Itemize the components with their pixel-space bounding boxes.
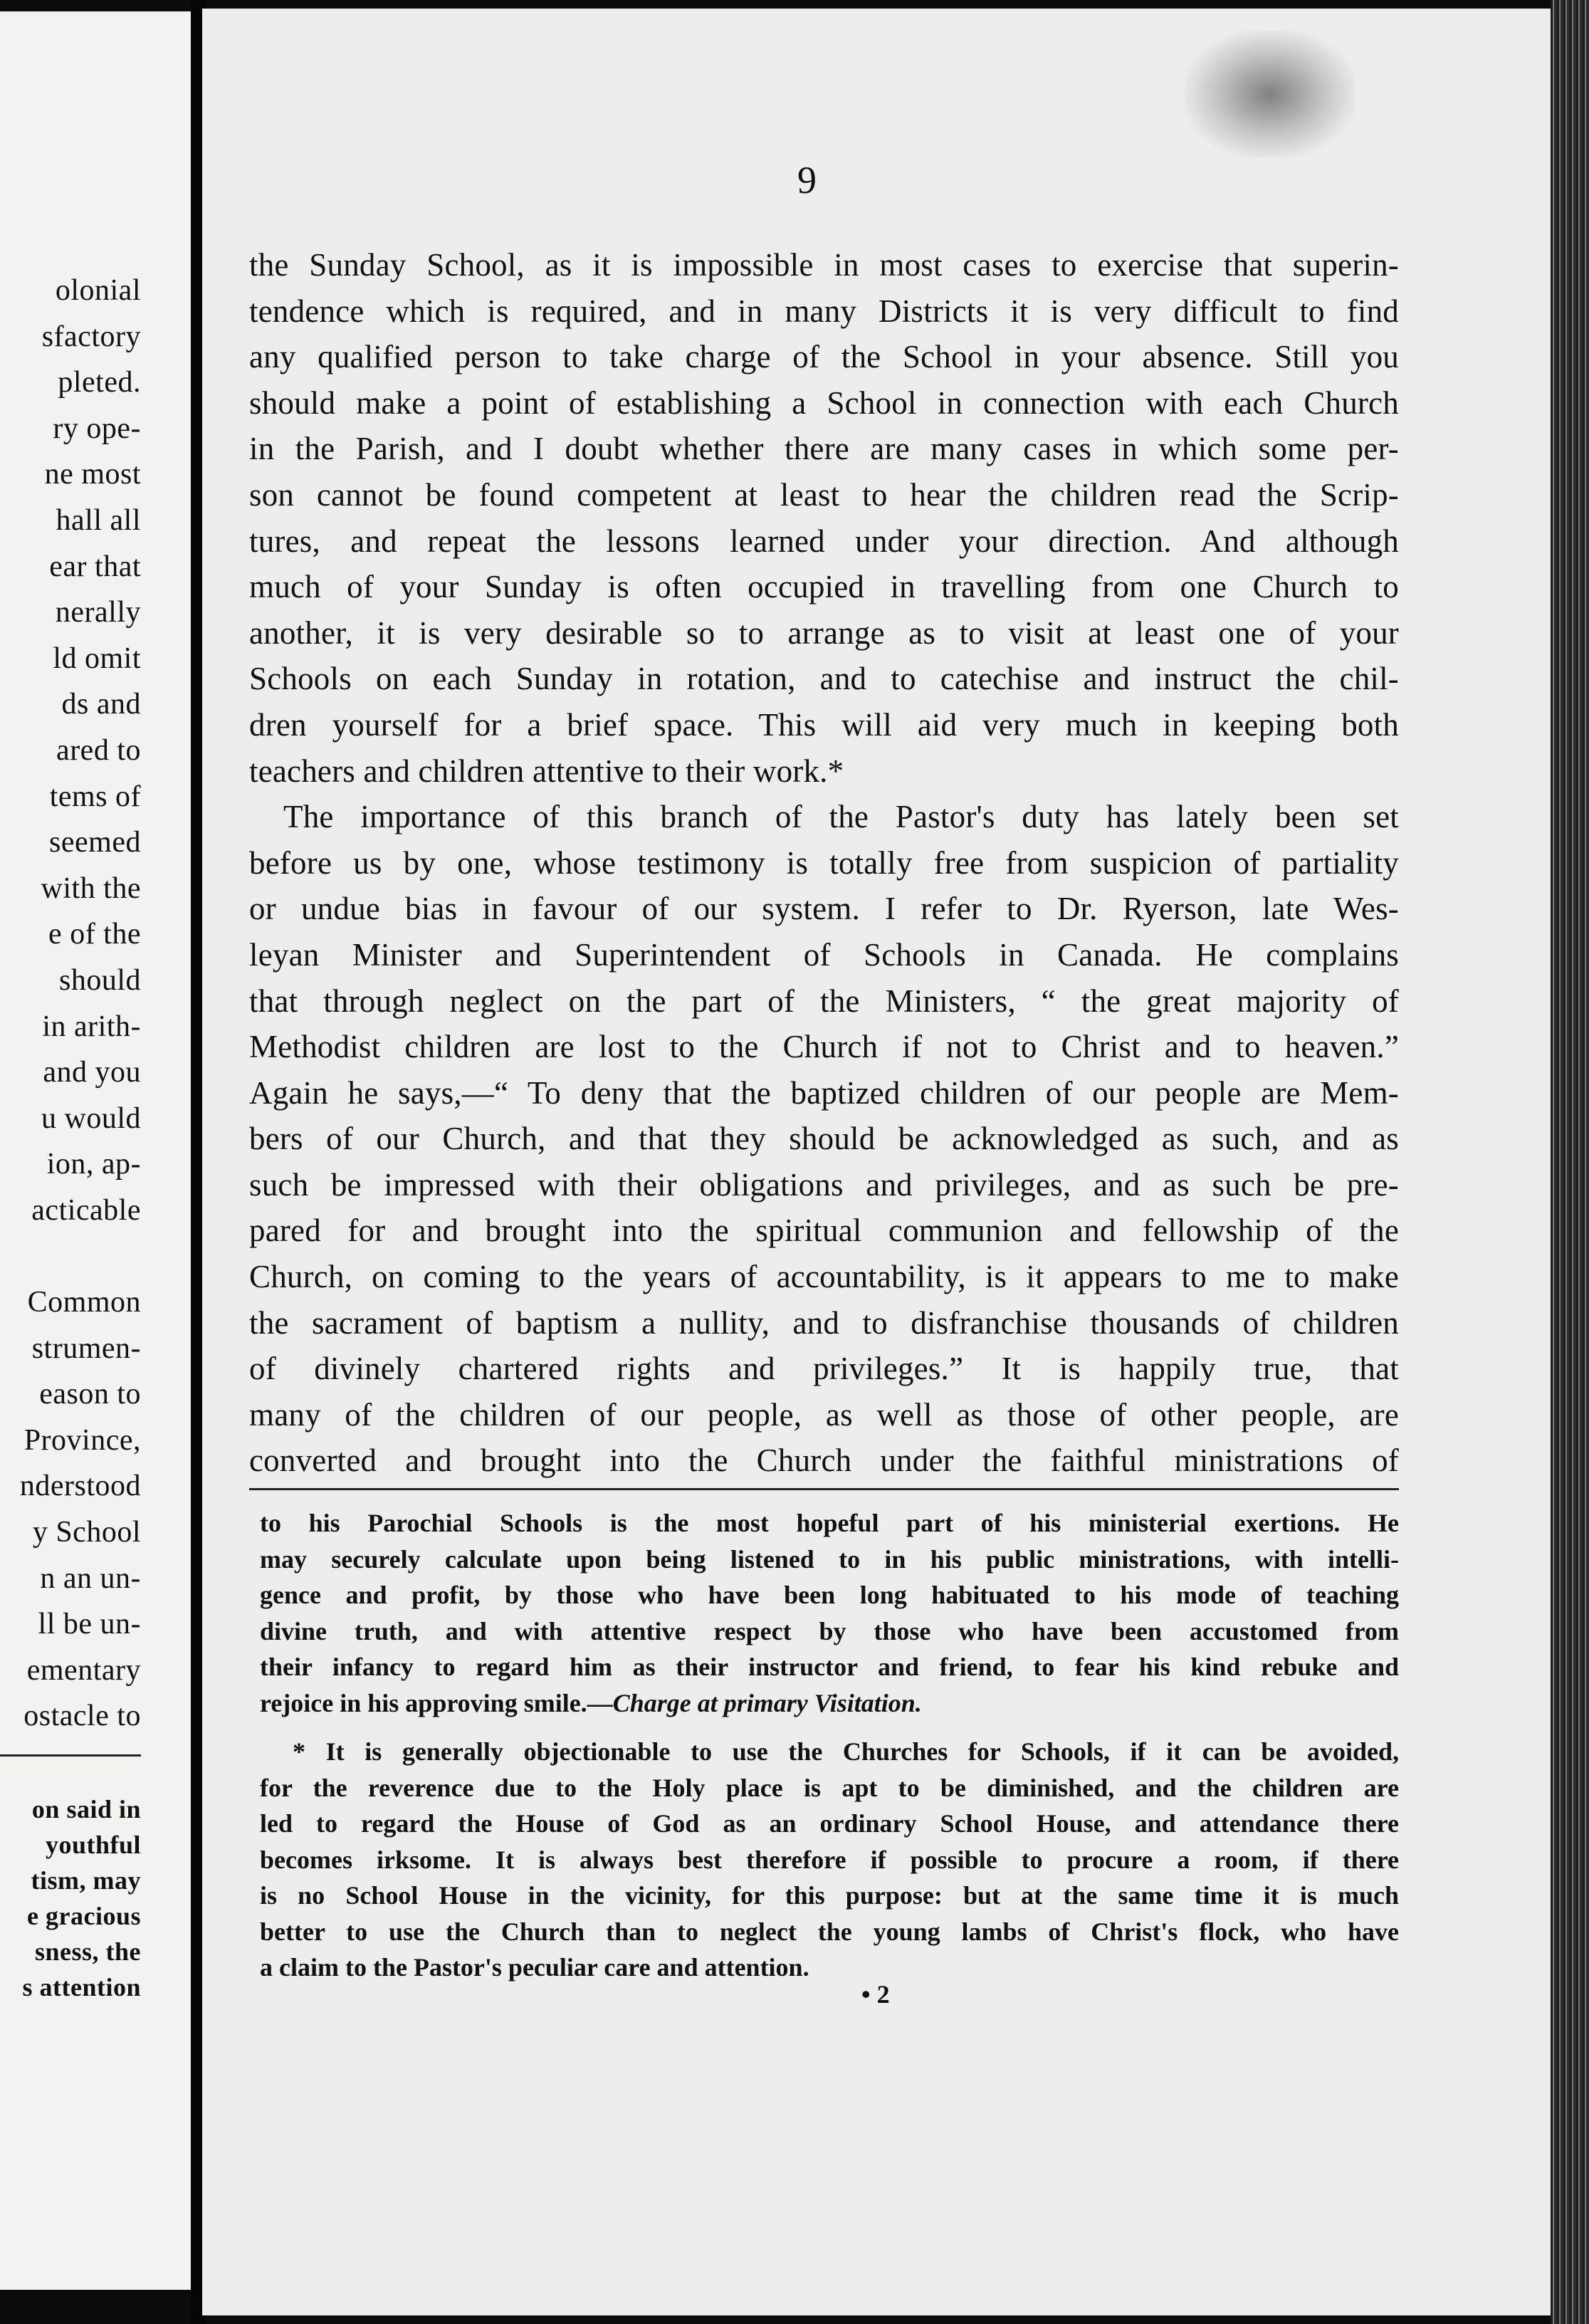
facing-page-fragment: in arith- — [42, 1010, 141, 1043]
facing-page-fragment: should — [58, 963, 141, 997]
facing-page-fragment: nerally — [55, 596, 141, 629]
facing-page-fragment: seemed — [49, 826, 141, 859]
footnote-rule — [249, 1488, 1399, 1490]
facing-page-fragment: ear that — [49, 550, 141, 583]
facing-page-footnote-fragment: youthful — [45, 1831, 141, 1859]
footnote-line: to his Parochial Schools is the most hopeful part of his ministerial exertions. He — [260, 1509, 1399, 1537]
text-line: the Sunday School, as it is impossible in most cases to exercise that superin- — [249, 247, 1399, 283]
facing-page-footnote-rule — [0, 1754, 141, 1757]
text-line: Church, on coming to the years of accountability, is it appears to me to make — [249, 1259, 1399, 1295]
facing-page-fragment: acticable — [31, 1193, 141, 1227]
main-text-block — [249, 242, 1399, 1484]
facing-page-fragment: e of the — [48, 918, 141, 951]
footnote-continued-last-text: rejoice in his approving smile.— — [260, 1688, 613, 1717]
ink-smudge — [1185, 30, 1355, 158]
text-line: many of the children of our people, as well as those of other people, are — [249, 1396, 1399, 1433]
facing-page-fragment: Province, — [23, 1423, 141, 1457]
facing-page-footnote-fragments — [0, 1791, 191, 2005]
footnote-line: a claim to the Pastor's peculiar care and attention. — [260, 1953, 809, 1982]
text-line: any qualified person to take charge of the School in your absence. Still you — [249, 339, 1399, 375]
facing-page-fragment: with the — [41, 872, 141, 905]
facing-page-fragment: ion, ap- — [46, 1148, 141, 1181]
footnotes — [260, 1505, 1399, 1986]
text-line: of divinely chartered rights and privileges.” It is happily true, that — [249, 1351, 1399, 1387]
text-line: pared for and brought into the spiritual communion and fellowship of the — [249, 1213, 1399, 1249]
page-edge-stack — [1551, 0, 1589, 2324]
facing-page-footnote-fragment: e gracious — [27, 1902, 141, 1930]
facing-page-fragment: Common — [27, 1286, 141, 1319]
facing-page-fragment: ostacle to — [23, 1700, 141, 1733]
footnote-line: led to regard the House of God as an ordinary School House, and attendance there — [260, 1809, 1399, 1838]
page-number: 9 — [797, 159, 817, 201]
facing-page-fragment: sfactory — [41, 320, 141, 353]
footnote-citation: Charge at primary Visitation. — [612, 1688, 922, 1717]
facing-page-fragment: y School — [32, 1516, 141, 1549]
footnote-line: may securely calculate upon being listened to in his public ministrations, with intelli- — [260, 1544, 1399, 1574]
text-line: leyan Minister and Superintendent of Schools in Canada. He complains — [249, 936, 1399, 973]
facing-page-fragment: nderstood — [19, 1470, 141, 1503]
facing-page-fragment: and you — [43, 1056, 141, 1089]
facing-page-fragment: olonial — [55, 274, 141, 307]
footnote-line: divine truth, and with attentive respect by those who have been accustomed from — [260, 1616, 1399, 1645]
facing-page-fragment: pleted. — [58, 366, 141, 399]
facing-page-fragment: ry ope- — [53, 412, 141, 445]
text-line: Again he says,—“ To deny that the baptized children of our people are Mem- — [249, 1074, 1399, 1111]
facing-page-footnote-fragment: s attention — [22, 1973, 141, 2001]
facing-page-fragment: eason to — [39, 1378, 141, 1411]
text-line: teachers and children attentive to their work.* — [249, 753, 844, 789]
facing-page-footnote-fragment: sness, the — [34, 1937, 141, 1966]
facing-page-left — [0, 11, 191, 2290]
facing-page-fragment: ds and — [61, 688, 141, 721]
text-line: converted and brought into the Church under the faithful ministrations of — [249, 1443, 1399, 1479]
facing-page-fragment: u would — [41, 1101, 141, 1135]
footnote-line: gence and profit, by those who have been long habituated to his mode of teaching — [260, 1581, 1399, 1609]
text-line: The importance of this branch of the Pastor's duty has lately been set — [283, 799, 1399, 835]
facing-page-fragment: ll be un- — [38, 1608, 141, 1641]
footnote-continued-last-line — [260, 1685, 1399, 1722]
facing-page-fragment: tems of — [49, 780, 141, 813]
text-line: tendence which is required, and in many Districts it is very difficult to find — [249, 293, 1399, 329]
footnote-line: for the reverence due to the Holy place is apt to be diminished, and the children are — [260, 1773, 1399, 1802]
facing-page-fragment: ne most — [44, 458, 141, 491]
footnote-line: better to use the Church than to neglect the young lambs of Christ's flock, who have — [260, 1917, 1399, 1946]
facing-page-text-fragments — [0, 268, 191, 1739]
footnote-line: is no School House in the vicinity, for this purpose: but at the same time it is much — [260, 1881, 1399, 1910]
text-line: before us by one, whose testimony is totally free from suspicion of partiality — [249, 844, 1399, 881]
text-line: dren yourself for a brief space. This will aid very much in keeping both — [249, 706, 1399, 743]
text-line: Schools on each Sunday in rotation, and to catechise and instruct the chil- — [249, 661, 1399, 697]
footnote-star — [260, 1734, 1399, 1986]
text-line: that through neglect on the part of the Ministers, “ the great majority of — [249, 983, 1399, 1019]
footnote-line: * It is generally objectionable to use the Churches for Schools, if it can be avoided, — [293, 1737, 1399, 1766]
signature-mark: • 2 — [861, 1980, 890, 2009]
text-line: bers of our Church, and that they should be acknowledged as such, and as — [249, 1121, 1399, 1157]
footnote-line: their infancy to regard him as their instructor and friend, to fear his kind rebuke and — [260, 1653, 1399, 1681]
facing-page-footnote-fragment: tism, may — [31, 1866, 141, 1895]
footnote-line: becomes irksome. It is always best therefore if possible to procure a room, if there — [260, 1845, 1399, 1874]
facing-page-fragment: ementary — [26, 1653, 141, 1687]
text-line: such be impressed with their obligations and privileges, and as such be pre- — [249, 1166, 1399, 1203]
text-line: much of your Sunday is often occupied in travelling from one Church to — [249, 569, 1399, 605]
text-line: Methodist children are lost to the Church if not to Christ and to heaven.” — [249, 1029, 1399, 1065]
facing-page-fragment: ared to — [56, 733, 141, 767]
facing-page-footnote-fragment: on said in — [31, 1795, 141, 1823]
facing-page-fragment: hall all — [56, 503, 141, 537]
text-line: in the Parish, and I doubt whether there are many cases in which some per- — [249, 431, 1399, 467]
text-line: another, it is very desirable so to arrange as to visit at least one of your — [249, 614, 1399, 651]
facing-page-fragment: ld omit — [53, 642, 141, 675]
text-line: the sacrament of baptism a nullity, and to disfranchise thousands of children — [249, 1304, 1399, 1341]
facing-page-fragment: n an un- — [40, 1561, 141, 1595]
footnote-continued — [260, 1505, 1399, 1685]
facing-page-fragment — [0, 1233, 191, 1279]
text-line: or undue bias in favour of our system. I refer to Dr. Ryerson, late Wes- — [249, 891, 1399, 927]
text-line: should make a point of establishing a School in connection with each Church — [249, 384, 1399, 421]
facing-page-fragment: strumen- — [31, 1331, 141, 1365]
text-line: son cannot be found competent at least to hear the children read the Scrip- — [249, 476, 1399, 513]
text-line: tures, and repeat the lessons learned under your direction. And although — [249, 523, 1399, 559]
